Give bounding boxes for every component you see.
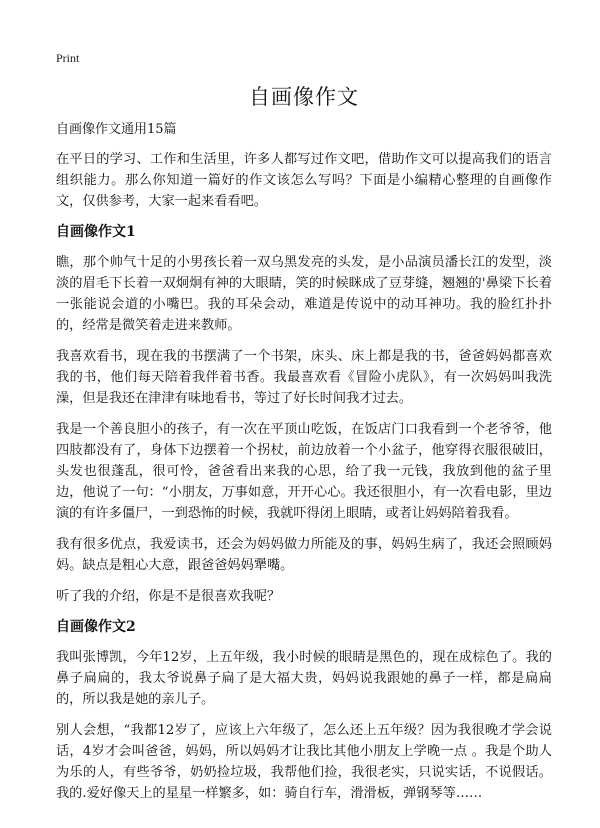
- section-1-paragraph-4: 我有很多优点，我爱读书，还会为妈妈做力所能及的事，妈妈生病了，我还会照顾妈妈。缺点是粗心大意，跟爸爸妈妈犟嘴。: [56, 537, 552, 573]
- section-2-paragraph-1: 我叫张博凯，今年12岁，上五年级，我小时候的眼睛是黑色的，现在成棕色了。我的鼻子扁扁的，我太爷说鼻子扁了是大福大贵，妈妈说我跟她的鼻子一样，都是扁扁的，所以我是她的亲儿子。: [56, 650, 552, 707]
- section-1-paragraph-3: 我是一个善良胆小的孩子，有一次在平顶山吃饭，在饭店门口我看到一个老爷爷，他四肢都没有了，身体下边摆着一个拐杖，前边放着一个小盆子，他穿得衣服很破旧，头发也很蓬乱，很可怜，爸爸看出来我的心思，给了我一元钱，我放到他的盆子里边，他说了一句：“小朋友，万事如意，开开心心。我还很胆小，有一次看电影，里边演的有许多僵尸，一到恐怖的时候，我就吓得闭上眼睛，或者让妈妈陪着我看。: [56, 422, 552, 521]
- section-2-paragraph-2: 别人会想，“我都12岁了，应该上六年级了，怎么还上五年级？因为我很晚才学会说话，4岁才会叫爸爸，妈妈，所以妈妈才让我比其他小朋友上学晚一点 。我是个助人为乐的人，有些爷爷，奶奶捡垃圾，我帮他们捡，我很老实，只说实话，不说假话。我的.爱好像天上的星星一样繁多，如：骑自行车，滑滑板，弹钢琴等……: [56, 723, 552, 801]
- page-title: 自画像作文: [249, 85, 359, 109]
- section-1-paragraph-1: 瞧，那个帅气十足的小男孩长着一双乌黑发亮的头发，是小品演员潘长江的发型，淡淡的眉毛下长着一双炯炯有神的大眼睛，笑的时候眯成了豆芽缝，翘翘的'鼻梁下长着一张能说会道的小嘴巴。我的耳朵会动，难道是传说中的动耳神功。我的脸红扑扑的，经常是微笑着走进来教师。: [56, 255, 552, 333]
- section-heading-2: 自画像作文2: [56, 619, 136, 635]
- section-heading-1: 自画像作文1: [56, 224, 136, 240]
- print-link[interactable]: Print: [56, 51, 80, 65]
- intro-paragraph: 在平日的学习、工作和生活里，许多人都写过作文吧，借助作文可以提高我们的语言组织能力。那么你知道一篇好的作文该怎么写吗？下面是小编精心整理的自画像作文，仅供参考，大家一起来看看吧。: [56, 152, 552, 209]
- section-1-paragraph-2: 我喜欢看书，现在我的书摆满了一个书架，床头、床上都是我的书，爸爸妈妈都喜欢我的书，他们每天陪着我伴着书香。我最喜欢看《冒险小虎队》，有一次妈妈叫我洗澡，但是我还在津津有味地看书，等过了好长时间我才过去。: [56, 349, 552, 406]
- document-subtitle: 自画像作文通用15篇: [56, 122, 177, 137]
- section-1-paragraph-5: 听了我的介绍，你是不是很喜欢我呢？: [56, 589, 281, 604]
